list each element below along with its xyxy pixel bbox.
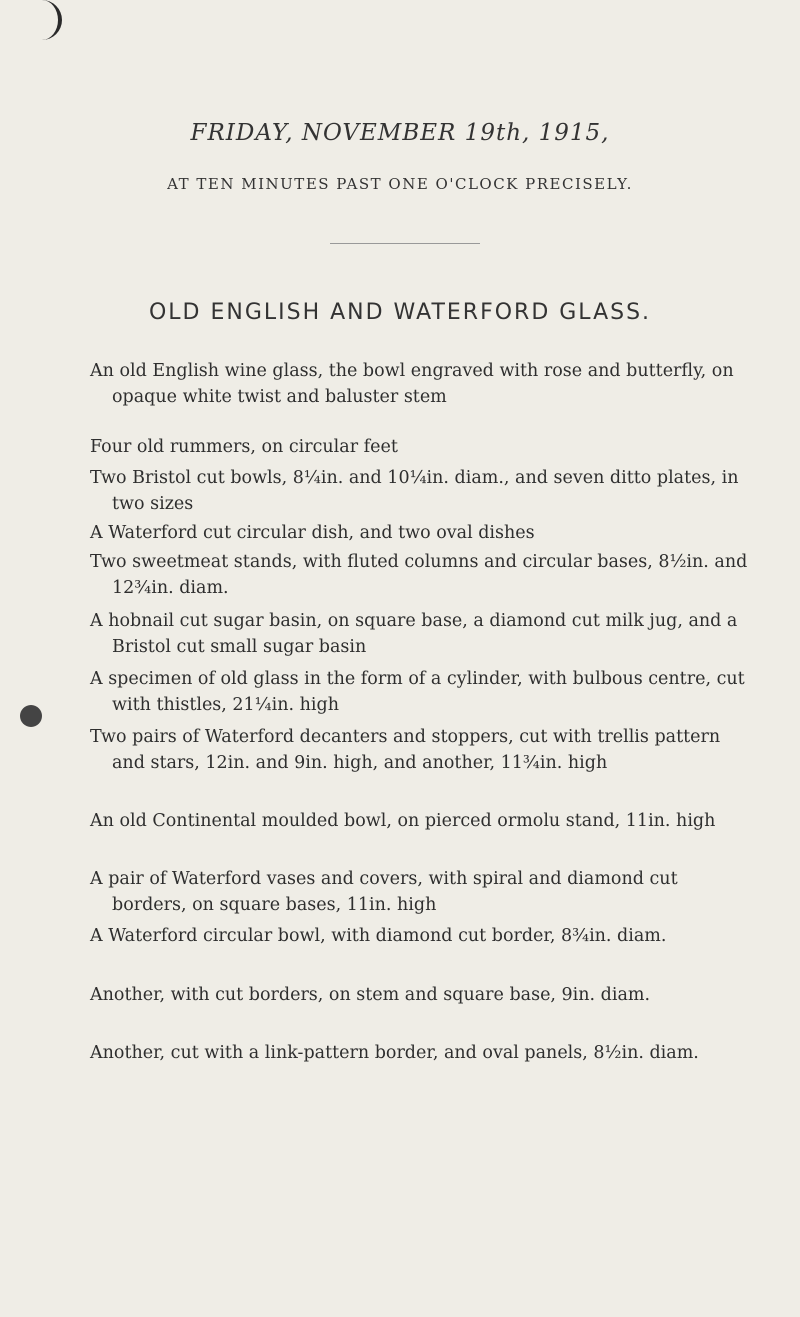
lot-item: Two Bristol cut bowls, 8¼in. and 10¼in. diam., and seven ditto plates, in two sizes — [90, 468, 739, 514]
punch-hole — [20, 705, 42, 727]
lot-item: A pair of Waterford vases and covers, with spiral and diamond cut borders, on square bases, 11in. high — [90, 869, 678, 915]
sale-date: FRIDAY, NOVEMBER 19th, 1915, — [190, 120, 610, 146]
sale-time: AT TEN MINUTES PAST ONE O'CLOCK PRECISELY. — [167, 175, 633, 193]
lot-item: Another, with cut borders, on stem and square base, 9in. diam. — [90, 985, 651, 1005]
lot-item: An old Continental moulded bowl, on pierced ormolu stand, 11in. high — [90, 811, 716, 831]
section-title: OLD ENGLISH AND WATERFORD GLASS. — [148, 300, 652, 325]
divider-rule — [330, 243, 480, 244]
page-edge-bracket — [36, 0, 62, 40]
lot-item: A hobnail cut sugar basin, on square base, a diamond cut milk jug, and a Bristol cut small sugar basin — [90, 611, 738, 657]
lot-item: A Waterford cut circular dish, and two oval dishes — [90, 523, 535, 543]
lot-item: A specimen of old glass in the form of a cylinder, with bulbous centre, cut with thistles, 21¼in. high — [90, 669, 745, 715]
lot-item: Four old rummers, on circular feet — [90, 437, 398, 457]
lot-item: A Waterford circular bowl, with diamond cut border, 8¾in. diam. — [90, 926, 667, 946]
lot-item: Another, cut with a link-pattern border, and oval panels, 8½in. diam. — [90, 1043, 699, 1063]
lot-item: An old English wine glass, the bowl engraved with rose and butterfly, on opaque white twist and baluster stem — [90, 361, 734, 407]
lot-item: Two pairs of Waterford decanters and stoppers, cut with trellis pattern and stars, 12in. and 9in. high, and another, 11¾in. high — [90, 727, 721, 773]
lot-item: Two sweetmeat stands, with fluted columns and circular bases, 8½in. and 12¾in. diam. — [90, 552, 748, 598]
